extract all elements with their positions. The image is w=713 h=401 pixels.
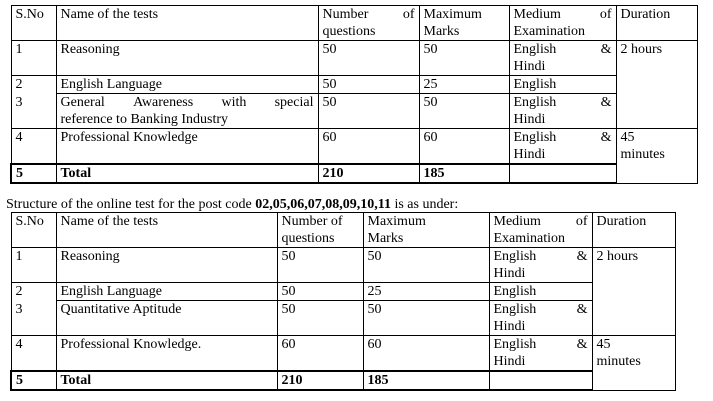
table-row — [11, 336, 675, 372]
duration-cell-2-hours: 2 hours — [592, 248, 675, 336]
duration-cell-45-minutes: 45 minutes — [616, 129, 697, 184]
header-duration: Duration — [592, 213, 675, 248]
post-codes: 02,05,06,07,08,09,10,11 — [255, 197, 391, 212]
total-sno: 5 — [11, 164, 56, 183]
row-name: English Language — [56, 76, 318, 94]
row-medium: English & Hindi — [509, 41, 616, 76]
row-marks: 60 — [363, 336, 489, 372]
row-sno: 2 — [11, 283, 56, 301]
table-row — [11, 129, 697, 165]
row-medium: English — [509, 76, 616, 94]
row-sno: 2 — [11, 76, 56, 94]
header-sno: S.No — [11, 6, 56, 41]
header-questions: Number of questions — [277, 213, 363, 248]
table-row — [11, 283, 675, 301]
header-marks: Maximum Marks — [419, 6, 509, 41]
row-marks: 50 — [419, 94, 509, 129]
duration-cell-45-minutes: 45 minutes — [592, 336, 675, 391]
row-sno: 1 — [11, 41, 56, 76]
test-structure-table-2 — [10, 212, 676, 391]
row-name: Reasoning — [56, 41, 318, 76]
row-questions: 50 — [318, 94, 419, 129]
total-marks: 185 — [419, 164, 509, 183]
row-questions: 60 — [318, 129, 419, 165]
header-medium: Medium of Examination — [509, 6, 616, 41]
row-questions: 50 — [318, 76, 419, 94]
total-row — [11, 164, 697, 183]
row-medium: English & Hindi — [489, 301, 592, 336]
row-sno: 4 — [11, 336, 56, 372]
row-medium: English — [489, 283, 592, 301]
table2-caption: Structure of the online test for the post code 02,05,06,07,08,09,10,11 is as under: — [6, 197, 459, 212]
total-questions: 210 — [318, 164, 419, 183]
cropped-heading-fragment — [60, 0, 390, 3]
row-name: Quantitative Aptitude — [56, 301, 277, 336]
header-marks: Maximum Marks — [363, 213, 489, 248]
row-name: Professional Knowledge — [56, 129, 318, 165]
row-name: Professional Knowledge. — [56, 336, 277, 372]
row-marks: 50 — [363, 301, 489, 336]
row-sno: 3 — [11, 301, 56, 336]
row-name: English Language — [56, 283, 277, 301]
table-row — [11, 94, 697, 129]
table-header-row — [11, 6, 697, 41]
total-marks: 185 — [363, 371, 489, 390]
row-medium: English & Hindi — [489, 336, 592, 372]
total-medium — [509, 164, 616, 183]
test-structure-table-1 — [10, 5, 698, 184]
row-marks: 50 — [363, 248, 489, 283]
row-sno: 1 — [11, 248, 56, 283]
table-row — [11, 248, 675, 283]
row-sno: 3 — [11, 94, 56, 129]
row-marks: 60 — [419, 129, 509, 165]
row-medium: English & Hindi — [509, 129, 616, 165]
header-medium: Medium of Examination — [489, 213, 592, 248]
header-name: Name of the tests — [56, 6, 318, 41]
total-questions: 210 — [277, 371, 363, 390]
total-label: Total — [56, 164, 318, 183]
table-row — [11, 301, 675, 336]
row-name: General Awareness with special reference to Banking Industry — [56, 94, 318, 129]
header-duration: Duration — [616, 6, 697, 41]
row-questions: 50 — [277, 301, 363, 336]
total-sno: 5 — [11, 371, 56, 390]
table-row — [11, 76, 697, 94]
row-medium: English & Hindi — [489, 248, 592, 283]
row-marks: 25 — [419, 76, 509, 94]
header-sno: S.No — [11, 213, 56, 248]
duration-cell-2-hours: 2 hours — [616, 41, 697, 129]
header-name: Name of the tests — [56, 213, 277, 248]
header-questions: Number of questions — [318, 6, 419, 41]
table-row — [11, 41, 697, 76]
total-label: Total — [56, 371, 277, 390]
row-sno: 4 — [11, 129, 56, 165]
row-name: Reasoning — [56, 248, 277, 283]
total-medium — [489, 371, 592, 390]
table-header-row — [11, 213, 675, 248]
row-questions: 60 — [277, 336, 363, 372]
row-medium: English & Hindi — [509, 94, 616, 129]
row-questions: 50 — [318, 41, 419, 76]
total-row — [11, 371, 675, 390]
row-questions: 50 — [277, 283, 363, 301]
row-marks: 50 — [419, 41, 509, 76]
row-questions: 50 — [277, 248, 363, 283]
row-marks: 25 — [363, 283, 489, 301]
